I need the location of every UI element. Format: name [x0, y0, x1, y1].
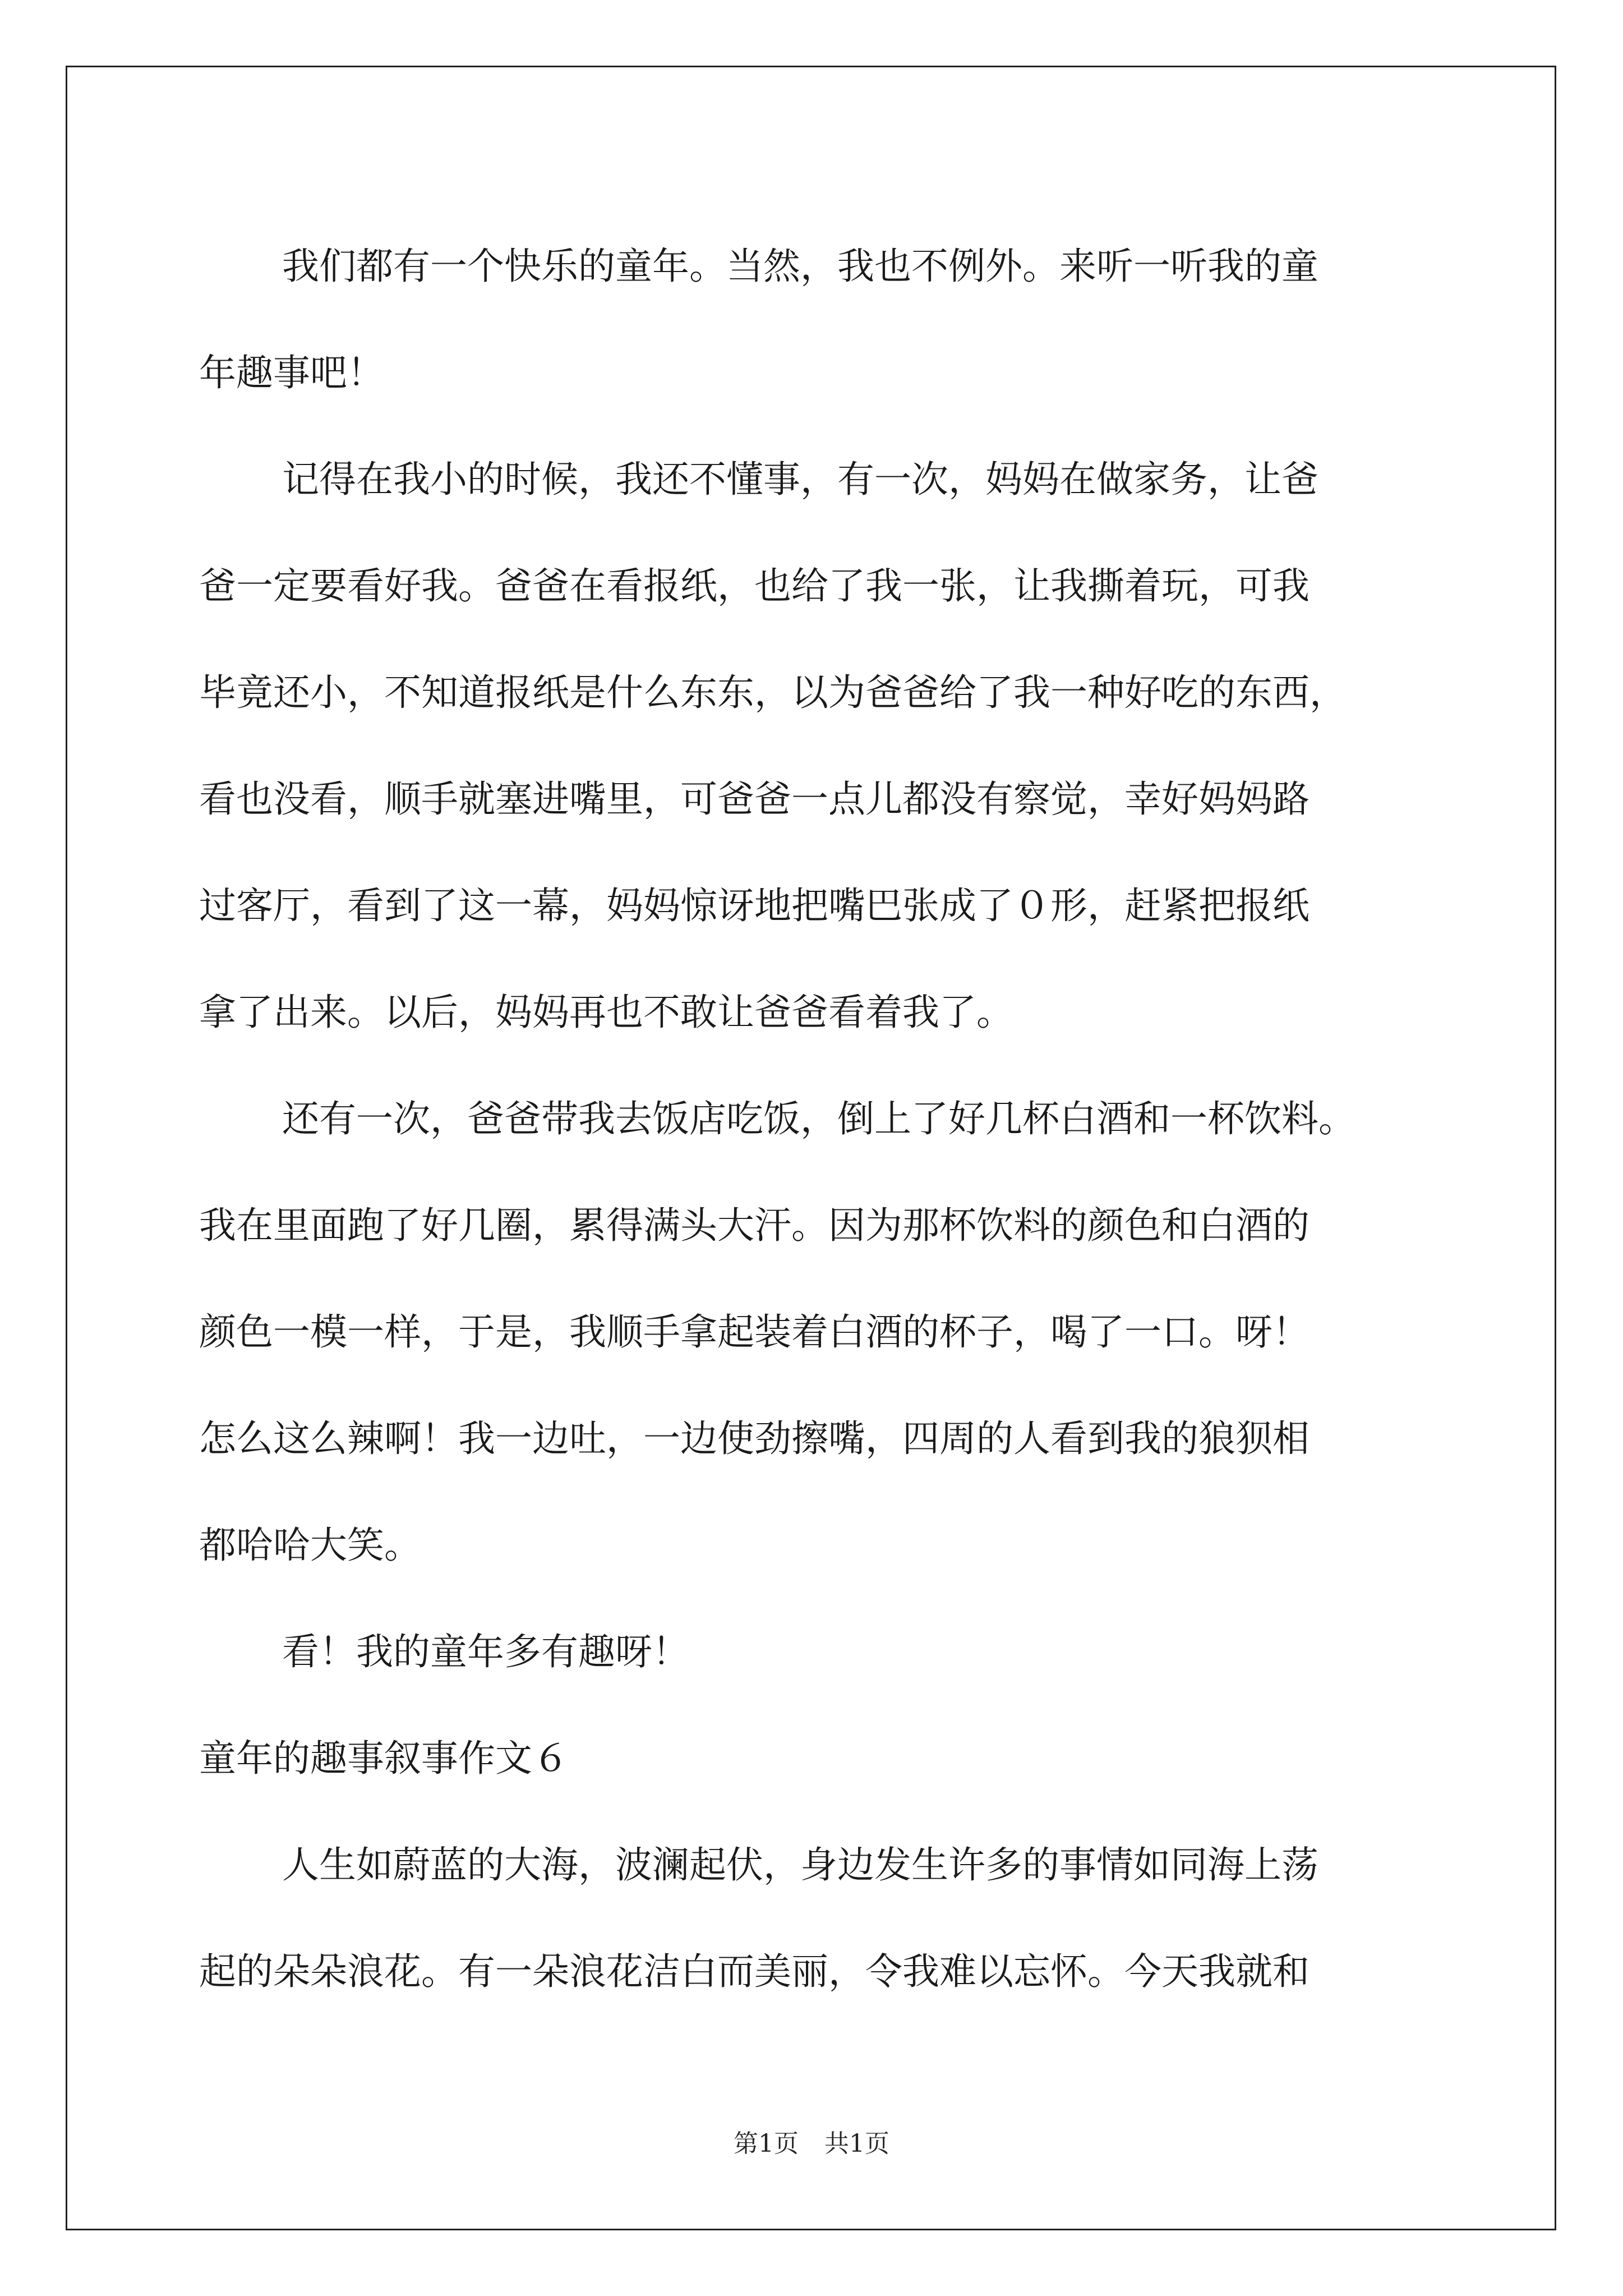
- paragraph-line: 看也没看，顺手就塞进嘴里，可爸爸一点儿都没有察觉，幸好妈妈路: [199, 777, 1310, 821]
- paragraph-line: 毕竟还小，不知道报纸是什么东东，以为爸爸给了我一种好吃的东西，: [199, 671, 1347, 714]
- paragraph-line: 拿了出来。以后，妈妈再也不敢让爸爸看着我了。: [199, 991, 1013, 1034]
- paragraph-line: 起的朵朵浪花。有一朵浪花洁白而美丽，令我难以忘怀。今天我就和: [199, 1950, 1310, 1993]
- paragraph-line: 我们都有一个快乐的童年。当然，我也不例外。来听一听我的童: [282, 245, 1318, 288]
- section-heading: 童年的趣事叙事作文６: [199, 1737, 569, 1780]
- paragraph-line: 爸一定要看好我。爸爸在看报纸，也给了我一张，让我撕着玩，可我: [199, 564, 1310, 608]
- paragraph-line: 记得在我小的时候，我还不懂事，有一次，妈妈在做家务，让爸: [282, 458, 1318, 501]
- paragraph-line: 人生如蔚蓝的大海，波澜起伏，身边发生许多的事情如同海上荡: [282, 1843, 1318, 1887]
- page-number: 第1页: [734, 2129, 799, 2158]
- paragraph-line: 还有一次，爸爸带我去饭店吃饭，倒上了好几杯白酒和一杯饮料。: [282, 1097, 1355, 1140]
- document-body: [199, 213, 1433, 2025]
- paragraph-line: 都哈哈大笑。: [199, 1524, 421, 1567]
- paragraph-line: 我在里面跑了好几圈，累得满头大汗。因为那杯饮料的颜色和白酒的: [199, 1204, 1310, 1247]
- paragraph-line: 过客厅，看到了这一幕，妈妈惊讶地把嘴巴张成了０形，赶紧把报纸: [199, 884, 1310, 927]
- paragraph-line: 年趣事吧！: [199, 351, 384, 394]
- paragraph-line: 看！我的童年多有趣呀！: [282, 1630, 689, 1673]
- paragraph-line: 怎么这么辣啊！我一边吐，一边使劲擦嘴，四周的人看到我的狼狈相: [199, 1417, 1310, 1460]
- page-total: 共1页: [824, 2129, 889, 2158]
- paragraph-line: 颜色一模一样，于是，我顺手拿起装着白酒的杯子，喝了一口。呀！: [199, 1310, 1310, 1354]
- page-footer: [0, 2123, 1623, 2159]
